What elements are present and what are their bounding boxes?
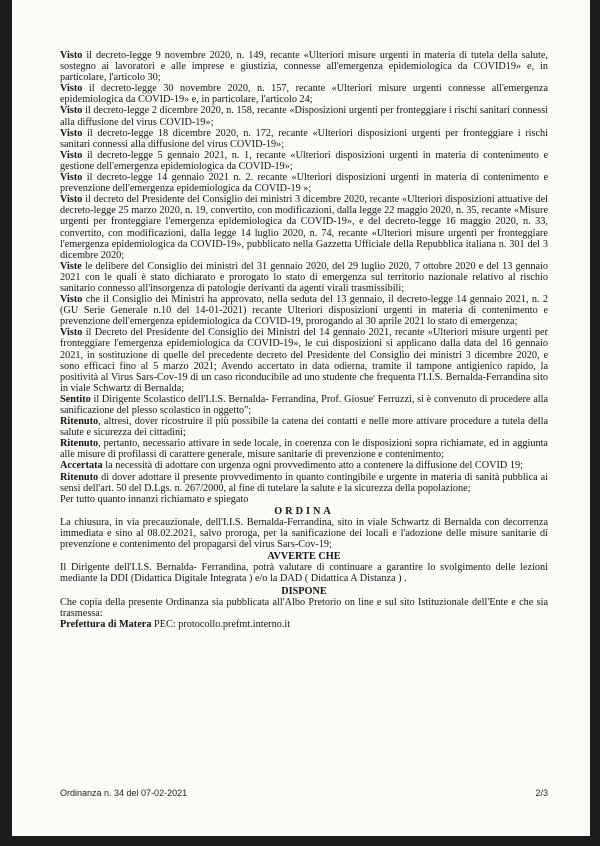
premise-lead: Visto [60,127,83,139]
ordina-text: La chiusura, in via precauzionale, dell'I.I.S. Bernalda-Ferrandina, sito in viale Schwartz di Bernalda con decorrenza immediata e sino al 08.02.2021, salvo proroga, per la sanificazione dei locali e l'adozione delle misure sanitarie di prevenzione e contenimento del propagarsi del virus Sars-Cov-19; [60,516,548,551]
premise-text: le delibere del Consiglio dei ministri del 31 gennaio 2020, del 29 luglio 2020, 7 ottobre 2020 e del 13 gennaio 2021 con le quali è stato dichiarato e prorogato lo stato di emergenza sul territorio nazionale relativo al rischio sanitario connesso all'insorgenza di patologie derivanti da agenti virali trasmissibili; [60,260,548,294]
premise-paragraph [60,438,548,460]
premise-lead: Visto [60,194,83,206]
premise-paragraph [60,327,548,394]
premise-lead: Ritenuto [60,416,99,428]
premise-text: Per tutto quanto innanzi richiamato e spiegato [60,493,249,505]
premise-text: il decreto-legge 5 gennaio 2021, n. 1, recante «Ulteriori disposizioni urgenti in materia di contenimento e gestione dell'emergenza epidemiologica da COVID-19»; [60,149,548,172]
premise-lead: Visto [60,327,83,339]
premise-paragraph [60,416,548,438]
ordinance-reference: Ordinanza n. 34 del 07-02-2021 [60,788,188,798]
premise-lead: Visto [60,149,83,161]
premise-lead: Accertata [60,460,103,472]
premise-paragraph [60,460,548,471]
premise-text: il decreto-legge 14 gennaio 2021 n. 2. recante «Ulteriori disposizioni urgenti in materia di contenimento e prevenzione dell'emergenza epidemiologica da COVID-19 »; [60,172,548,195]
dispone-text: Che copia della presente Ordinanza sia pubblicata all'Albo Pretorio on line e sul sito Istituzionale dell'Ente e che sia trasmessa: [60,596,548,619]
premise-paragraph [60,194,548,261]
premise-paragraph [60,394,548,416]
premise-lead: Visto [60,105,83,117]
recipient-label: Prefettura di Matera [60,618,152,630]
premise-text: che il Consiglio dei Ministri ha approvato, nella seduta del 13 gennaio, il decreto-legge 14 gennaio 2021, n. 2 (GU Serie Generale n.10 del 14-01-2021) recante Ulteriori disposizioni urgenti in materia di contenimento e prevenzione dell'emergenza epidemiologica da COVID-19, prorogando al 30 aprile 2021 lo stato di emergenza; [60,294,548,328]
premise-paragraph [60,172,548,194]
premise-paragraph [60,472,548,494]
premise-paragraph [60,294,548,327]
premise-paragraph [60,261,548,294]
page-number: 2/3 [535,788,548,798]
premise-paragraph [60,83,548,105]
recipient-line [60,619,548,630]
premise-text: , pertanto, necessario attivare in sede locale, in coerenza con le disposizioni sopra richiamate, ed in aggiunta alle misure di profilassi di carattere generale, misure sanitarie di prevenzione e contenimento; [60,438,548,461]
premise-text: , altresì, dover ricostruire il più possibile la catena dei contatti e nelle more attivare procedure a tutela della salute e sicurezza dei cittadini; [60,416,548,439]
premise-lead: Visto [60,172,83,184]
recipient-pec: PEC: protocollo.prefmt.interno.it [151,618,291,630]
premise-text: il Dirigente Scolastico dell'I.I.S. Bernalda- Ferrandina, Prof. Giosue' Ferruzzi, si è convenuto di procedere alla sanificazione del plesso scolastico in oggetto"; [60,393,548,416]
premise-text: il decreto-legge 18 dicembre 2020, n. 172, recante «Ulteriori disposizioni urgenti per fronteggiare i rischi sanitari connessi alla diffusione del virus COVID-19»; [60,127,548,150]
premise-paragraph [60,494,548,505]
premise-lead: Visto [60,294,83,306]
premise-lead: Viste [60,260,82,272]
document-body [60,50,548,630]
document-page [12,0,590,836]
premise-text: il decreto del Presidente del Consiglio dei ministri 3 dicembre 2020, recante «Ulteriori disposizioni attuative del decreto-legge 25 marzo 2020, n. 19, convertito, con modificazioni, dalla legge 22 maggio 2020, n. 35, recante «Misure urgenti per fronteggiare l'emergenza epidemiologica da COVID-19», e del decreto-legge 16 maggio 2020, n. 33, convertito, con modificazioni, dalla legge 14 luglio 2020, n. 74, recante «Ulteriori misure urgenti per fronteggiare l'emergenza epidemiologica da COVID-19», pubblicato nella Gazzetta Ufficiale della Repubblica italiana n. 301 del 3 dicembre 2020; [60,194,548,261]
avverte-heading: AVVERTE CHE [267,551,341,563]
premise-text: il decreto-legge 2 dicembre 2020, n. 158, recante «Disposizioni urgenti per fronteggiare i rischi sanitari connessi alla diffusione del virus COVID-19»; [60,105,548,128]
premise-lead: Sentito [60,393,91,405]
premise-lead: Visto [60,50,83,61]
premise-lead: Ritenuto [60,471,99,483]
premise-paragraph [60,105,548,127]
premise-text: il decreto-legge 30 novembre 2020, n. 157, recante «Ulteriori misure urgenti connesse all'emergenza epidemiologica da COVID-19» e, in particolare, l'articolo 24; [60,83,548,106]
premise-paragraph [60,150,548,172]
avverte-text: Il Dirigente dell'I.I.S. Bernalda- Ferrandina, potrà valutare di continuare a garantire lo svolgimento delle lezioni mediante la DDI (Didattica Digitale Integrata ) e/o la DAD ( Didattica A Distanza ) . [60,562,548,585]
premise-text: di dover adottare il presente provvedimento in quanto contingibile e urgente in materia di sanità pubblica ai sensi dell'art. 50 del D.Lgs. n. 267/2000, al fine di tutelare la salute e la sicurezza della popolazione; [60,471,548,494]
premise-text: il decreto-legge 9 novembre 2020, n. 149, recante «Ulteriori misure urgenti in materia di tutela della salute, sostegno ai lavoratori e alle imprese e giustizia, connesse all'emergenza epidemiologica da COVID19» e, in particolare, l'articolo 30; [60,50,548,84]
page-footer [60,788,548,798]
premise-lead: Ritenuto [60,438,99,450]
premise-text: la necessità di adottare con urgenza ogni provvedimento atto a contenere la diffusione del COVID 19; [102,460,523,472]
premises-list [60,50,548,505]
premise-text: il Decreto del Presidente del Consiglio dei Ministri del 14 gennaio 2021, recante «Ulteriori misure urgenti per fronteggiare l'emergenza epidemiologica da COVID-19», le cui disposizioni si applicano dalla data del 16 gennaio 2021, in sostituzione di quelle del precedente decreto del Presidente del Consiglio dei ministri 3 dicembre 2020, e sono efficaci fino al 5 marzo 2021; Avendo accertato in data odierna, tramite il tampone antigienico rapido, la positività al Virus Sars-Cov-19 di un caso riconducibile ad uno studente che frequenta l'I.I.S. Bernalda-Ferrandina sito in viale Schwartz di Bernalda; [60,327,548,394]
ordina-heading: ORDINA [274,505,334,517]
premise-paragraph [60,50,548,83]
premise-paragraph [60,128,548,150]
dispone-heading: DISPONE [281,585,327,597]
premise-lead: Visto [60,83,83,95]
